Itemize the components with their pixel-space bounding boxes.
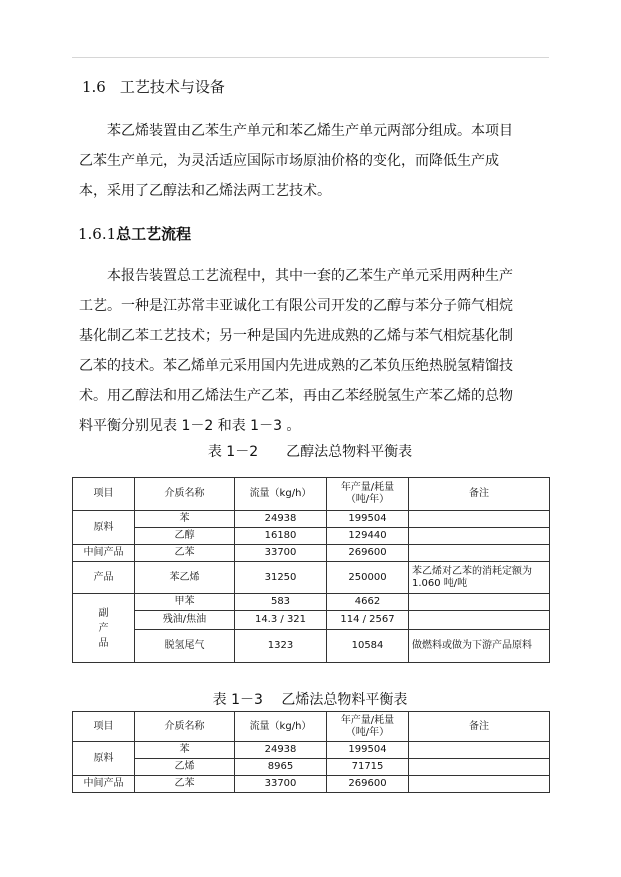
section-title: 工艺技术与设备 bbox=[119, 78, 225, 96]
table-cell: 脱氢尾气 bbox=[135, 630, 235, 663]
header-cell: 介质名称 bbox=[135, 478, 235, 511]
table-row bbox=[73, 759, 550, 776]
table-cell: 129440 bbox=[327, 528, 409, 545]
header-line: （吨/年） bbox=[345, 494, 390, 505]
table-row bbox=[73, 742, 550, 759]
paragraph-line: 乙苯的技术。苯乙烯单元采用国内先进成熟的乙苯负压绝热脱氢精馏技 bbox=[79, 358, 513, 374]
table-caption: 表 1－3 乙烯法总物料平衡表 bbox=[212, 692, 408, 708]
row-label-cell: 中间产品 bbox=[73, 545, 135, 562]
table-header-row bbox=[73, 712, 550, 742]
header-cell: 流量（kg/h） bbox=[235, 712, 327, 742]
table-cell bbox=[409, 759, 550, 776]
paragraph-process bbox=[79, 261, 549, 441]
table-cell: 乙苯 bbox=[135, 776, 235, 793]
label-char: 产 bbox=[98, 622, 109, 634]
header-line: （吨/年） bbox=[345, 726, 390, 738]
table-row bbox=[73, 594, 550, 611]
table-cell: 583 bbox=[235, 594, 327, 611]
paragraph-line: 工艺。一种是江苏常丰亚诚化工有限公司开发的乙醇与苯分子筛气相烷 bbox=[79, 298, 513, 314]
table-cell: 31250 bbox=[235, 562, 327, 594]
ethylene-balance-table bbox=[72, 711, 550, 793]
table-cell: 8965 bbox=[235, 759, 327, 776]
table-cell: 199504 bbox=[327, 742, 409, 759]
table-cell: 199504 bbox=[327, 511, 409, 528]
table-cell: 苯 bbox=[135, 511, 235, 528]
paragraph-intro bbox=[79, 116, 549, 206]
paragraph-line: 基化制乙苯工艺技术；另一种是国内先进成熟的乙烯与苯气相烷基化制 bbox=[79, 328, 513, 344]
table-cell: 24938 bbox=[235, 742, 327, 759]
table-header-row bbox=[73, 478, 550, 511]
header-cell bbox=[327, 712, 409, 742]
note-cell: 做燃料或做为下游产品原料 bbox=[409, 630, 550, 663]
note-cell: 苯乙烯对乙苯的消耗定额为 1.060 吨/吨 bbox=[409, 562, 550, 594]
table-cell: 苯乙烯 bbox=[135, 562, 235, 594]
table-row bbox=[73, 545, 550, 562]
table-cell bbox=[409, 776, 550, 793]
table-cell: 苯 bbox=[135, 742, 235, 759]
table-cell: 33700 bbox=[235, 776, 327, 793]
table-cell: 16180 bbox=[235, 528, 327, 545]
paragraph-line: 本，采用了乙醇法和乙烯法两工艺技术。 bbox=[79, 183, 331, 199]
table-cell: 残油/焦油 bbox=[135, 611, 235, 630]
paragraph-line: 料平衡分别见表 1－2 和表 1－3 。 bbox=[79, 418, 301, 434]
table-cell: 10584 bbox=[327, 630, 409, 663]
table-cell bbox=[409, 545, 550, 562]
table-row bbox=[73, 776, 550, 793]
label-char: 副 bbox=[98, 607, 109, 619]
row-label-cell: 原料 bbox=[73, 742, 135, 776]
table-cell: 250000 bbox=[327, 562, 409, 594]
section-heading-1-6-1 bbox=[78, 223, 191, 244]
header-cell: 项目 bbox=[73, 478, 135, 511]
table-cell: 24938 bbox=[235, 511, 327, 528]
section-heading-1-6 bbox=[82, 76, 225, 97]
ethanol-balance-table bbox=[72, 477, 550, 663]
table-cell bbox=[409, 528, 550, 545]
table-cell: 269600 bbox=[327, 545, 409, 562]
note-cell bbox=[409, 594, 550, 611]
header-cell: 项目 bbox=[73, 712, 135, 742]
section-title: 总工艺流程 bbox=[116, 225, 192, 243]
row-label-cell: 中间产品 bbox=[73, 776, 135, 793]
paragraph-line: 乙苯生产单元，为灵活适应国际市场原油价格的变化，而降低生产成 bbox=[79, 153, 499, 169]
table-cell bbox=[409, 511, 550, 528]
label-char: 品 bbox=[98, 637, 109, 649]
paragraph-line: 本报告装置总工艺流程中，其中一套的乙苯生产单元采用两种生产 bbox=[79, 268, 513, 284]
header-cell: 流量（kg/h） bbox=[235, 478, 327, 511]
note-cell bbox=[409, 611, 550, 630]
table-cell: 乙醇 bbox=[135, 528, 235, 545]
table-row bbox=[73, 511, 550, 528]
table-caption: 表 1－2 乙醇法总物料平衡表 bbox=[207, 444, 413, 460]
header-rule bbox=[72, 57, 549, 58]
table-row bbox=[73, 562, 550, 594]
table-cell: 4662 bbox=[327, 594, 409, 611]
table-cell: 71715 bbox=[327, 759, 409, 776]
paragraph-line: 术。用乙醇法和用乙烯法生产乙苯，再由乙苯经脱氢生产苯乙烯的总物 bbox=[79, 388, 513, 404]
row-label-cell: 原料 bbox=[73, 511, 135, 545]
row-label-cell: 产品 bbox=[73, 562, 135, 594]
table-cell bbox=[409, 742, 550, 759]
table-cell: 269600 bbox=[327, 776, 409, 793]
header-line: 年产量/耗量 bbox=[340, 714, 395, 726]
table-cell: 14.3 / 321 bbox=[235, 611, 327, 630]
header-cell bbox=[327, 478, 409, 511]
header-line: 年产量/耗量 bbox=[340, 482, 395, 493]
table-cell: 乙烯 bbox=[135, 759, 235, 776]
row-label-cell bbox=[73, 594, 135, 663]
table-cell: 33700 bbox=[235, 545, 327, 562]
table-row bbox=[73, 611, 550, 630]
table-cell: 1323 bbox=[235, 630, 327, 663]
paragraph-line: 苯乙烯装置由乙苯生产单元和苯乙烯生产单元两部分组成。本项目 bbox=[79, 123, 513, 139]
section-number: 1.6 bbox=[82, 78, 106, 96]
table-cell: 乙苯 bbox=[135, 545, 235, 562]
table-row bbox=[73, 630, 550, 663]
table-row bbox=[73, 528, 550, 545]
table-cell: 甲苯 bbox=[135, 594, 235, 611]
section-number: 1.6.1 bbox=[78, 225, 117, 243]
header-cell: 备注 bbox=[409, 478, 550, 511]
table-cell: 114 / 2567 bbox=[327, 611, 409, 630]
header-cell: 介质名称 bbox=[135, 712, 235, 742]
header-cell: 备注 bbox=[409, 712, 550, 742]
